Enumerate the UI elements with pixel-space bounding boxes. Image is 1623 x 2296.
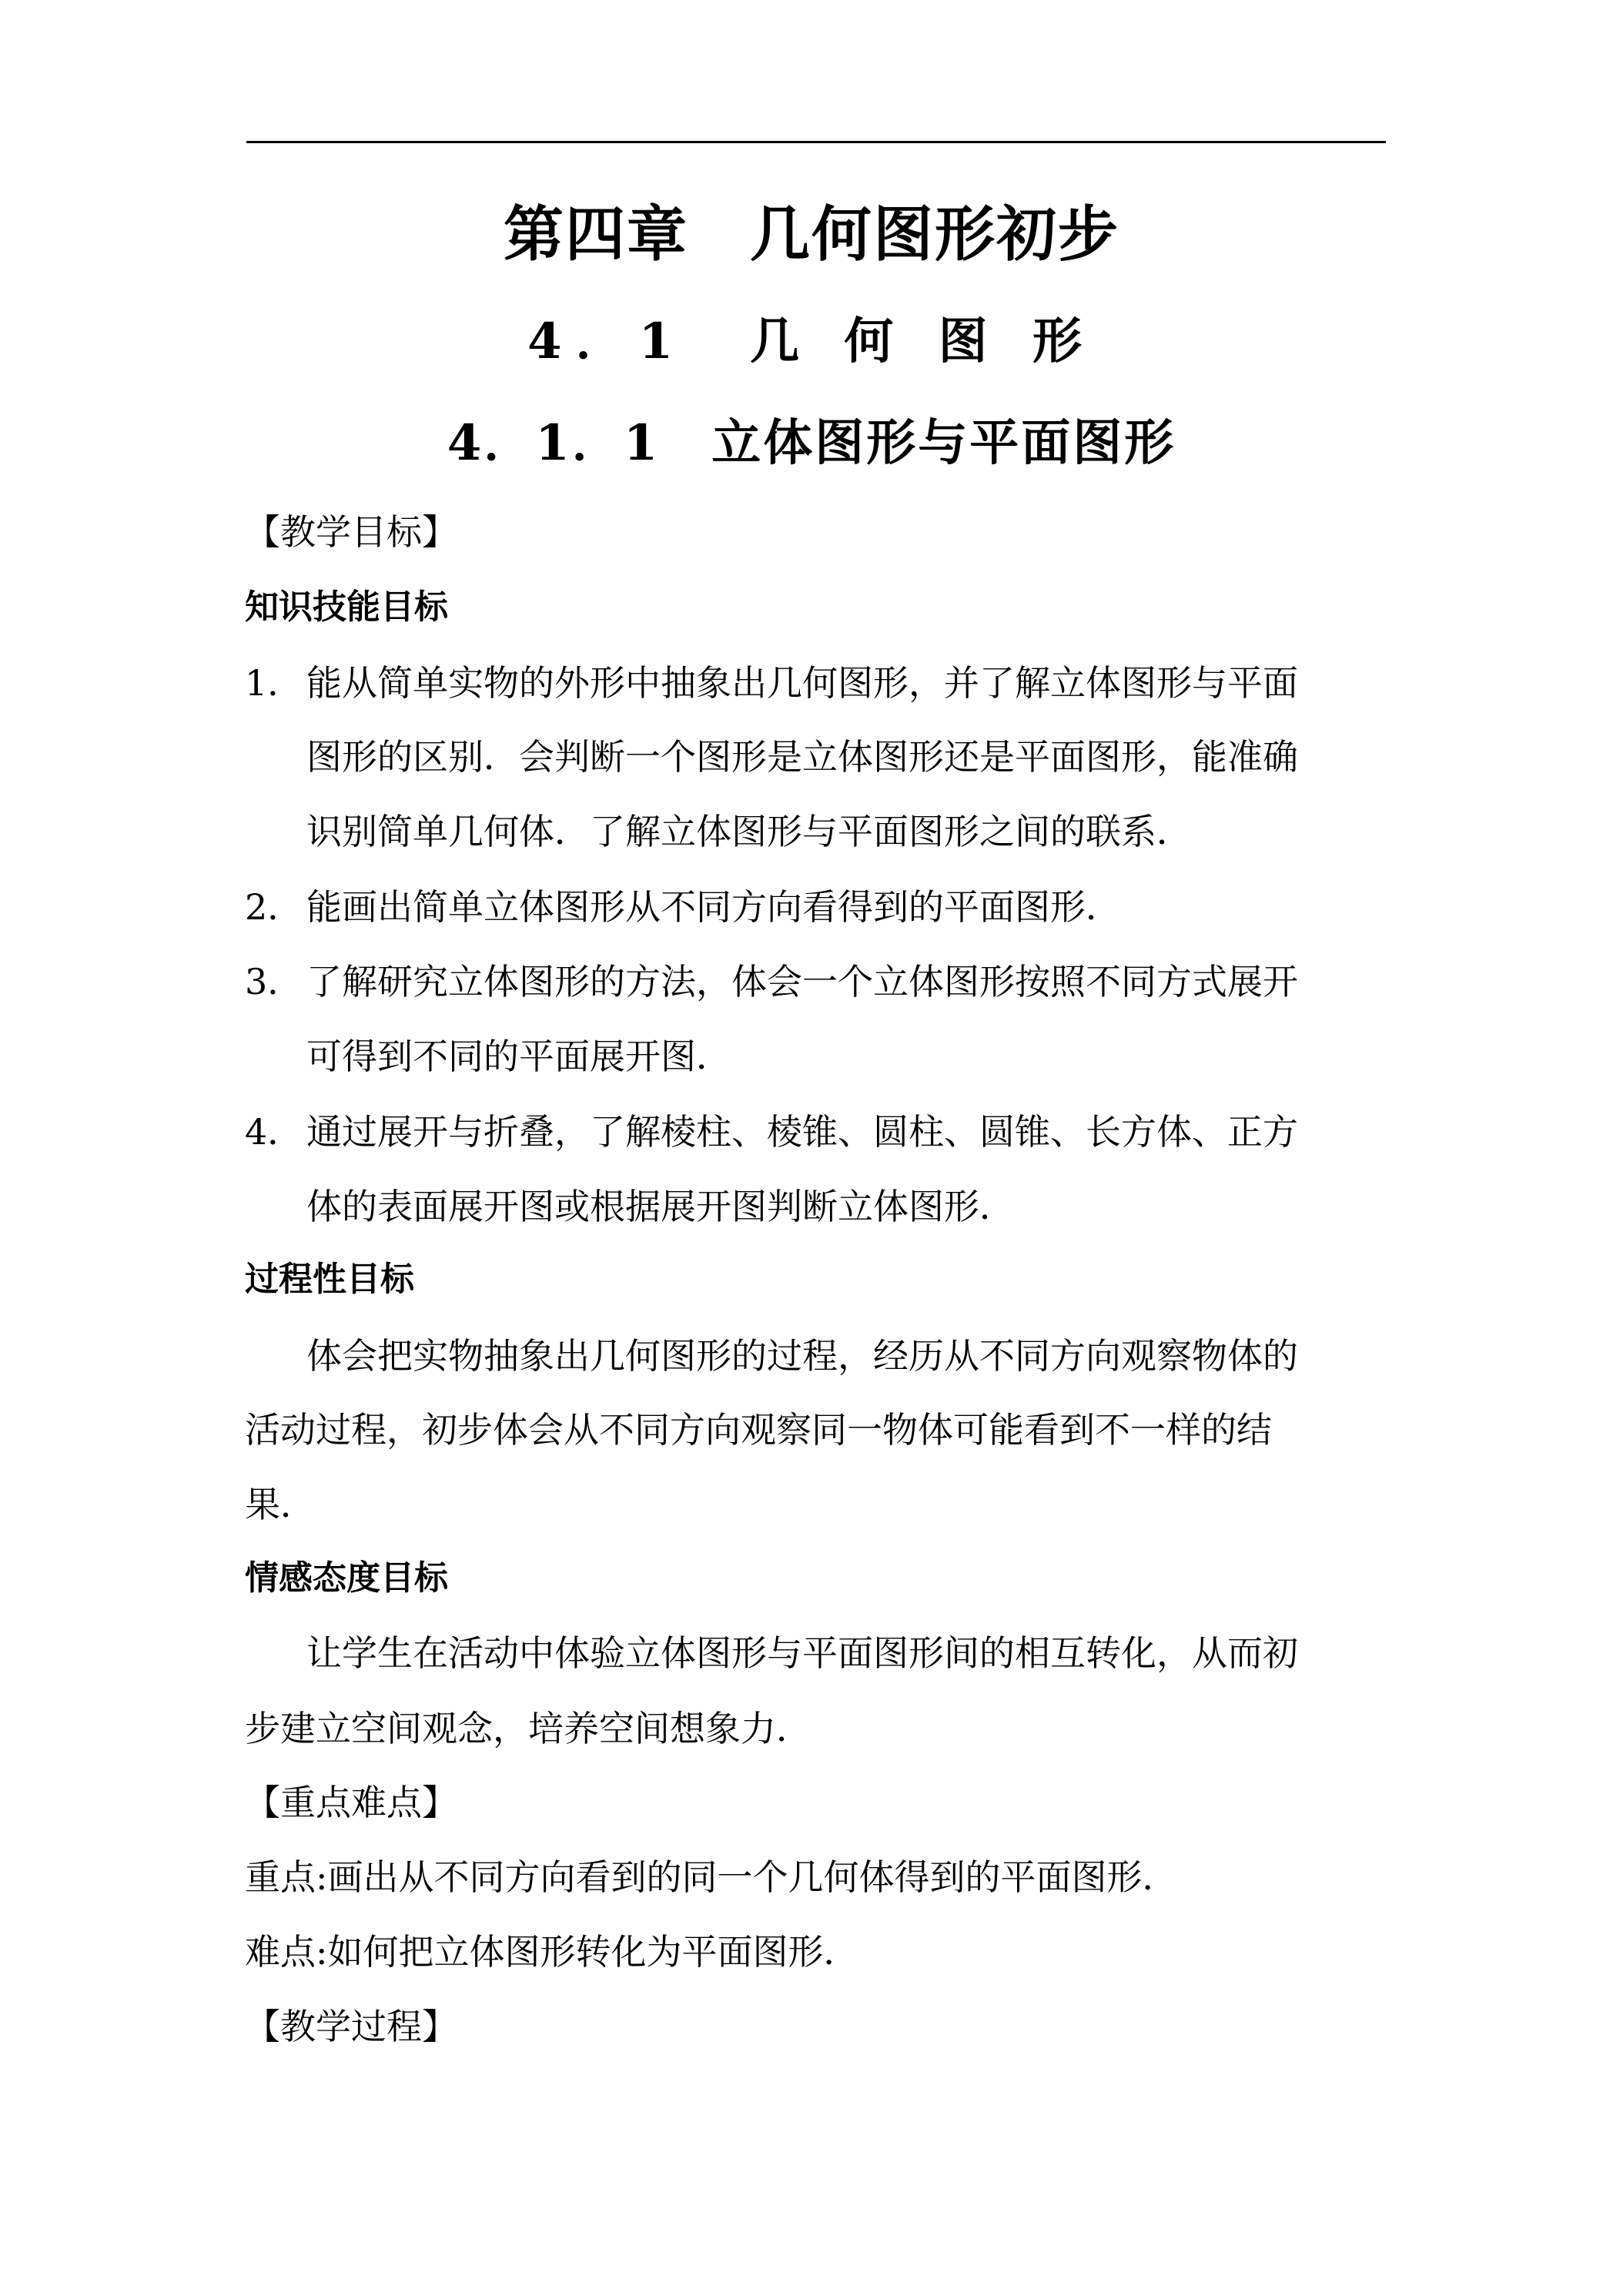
process-line-3: 果．	[245, 1484, 316, 1525]
item-number: 3．	[245, 961, 303, 1002]
knowledge-item-4	[245, 1111, 1298, 1153]
knowledge-item-3	[245, 961, 1298, 1002]
emotion-line-1: 让学生在活动中体验立体图形与平面图形间的相互转化，从而初	[306, 1632, 1298, 1674]
key-points-heading: 【重点难点】	[245, 1782, 457, 1823]
item-number: 4．	[245, 1111, 303, 1153]
knowledge-item-4-line-2: 体的表面展开图或根据展开图判断立体图形．	[306, 1186, 1015, 1227]
key-point: 重点:画出从不同方向看到的同一个几何体得到的平面图形．	[245, 1856, 1178, 1898]
knowledge-item-1	[245, 662, 1298, 704]
knowledge-item-1-line-3: 识别简单几何体．了解立体图形与平面图形之间的联系．	[306, 811, 1192, 852]
emotion-heading: 情感态度目标	[245, 1558, 448, 1598]
difficulty: 难点:如何把立体图形转化为平面图形．	[245, 1931, 859, 1973]
section-title: 4．1 几 何 图 形	[527, 313, 1096, 370]
process-line-1: 体会把实物抽象出几何图形的过程，经历从不同方向观察物体的	[306, 1335, 1298, 1377]
teaching-process-heading: 【教学过程】	[245, 2006, 457, 2047]
item-text: 通过展开与折叠，了解棱柱、棱锥、圆柱、圆锥、长方体、正方	[306, 1111, 1298, 1153]
emotion-line-2: 步建立空间观念，培养空间想象力．	[245, 1708, 812, 1749]
item-number: 1．	[245, 662, 303, 704]
knowledge-item-2	[245, 886, 1121, 928]
teaching-goals-heading: 【教学目标】	[245, 511, 457, 553]
item-text: 能从简单实物的外形中抽象出几何图形，并了解立体图形与平面	[306, 662, 1298, 704]
knowledge-item-1-line-2: 图形的区别．会判断一个图形是立体图形还是平面图形，能准确	[306, 736, 1298, 778]
knowledge-item-3-line-2: 可得到不同的平面展开图．	[306, 1036, 731, 1077]
process-heading: 过程性目标	[245, 1260, 414, 1299]
process-line-2: 活动过程，初步体会从不同方向观察同一物体可能看到不一样的结	[245, 1409, 1272, 1451]
subsection-title: 4．1．1 立体图形与平面图形	[447, 414, 1176, 472]
chapter-title: 第四章 几何图形初步	[503, 199, 1119, 269]
item-number: 2．	[245, 886, 303, 928]
header-rule	[246, 141, 1386, 143]
item-text: 能画出简单立体图形从不同方向看得到的平面图形．	[306, 886, 1121, 928]
item-text: 了解研究立体图形的方法，体会一个立体图形按照不同方式展开	[306, 961, 1298, 1002]
knowledge-heading: 知识技能目标	[245, 587, 448, 627]
